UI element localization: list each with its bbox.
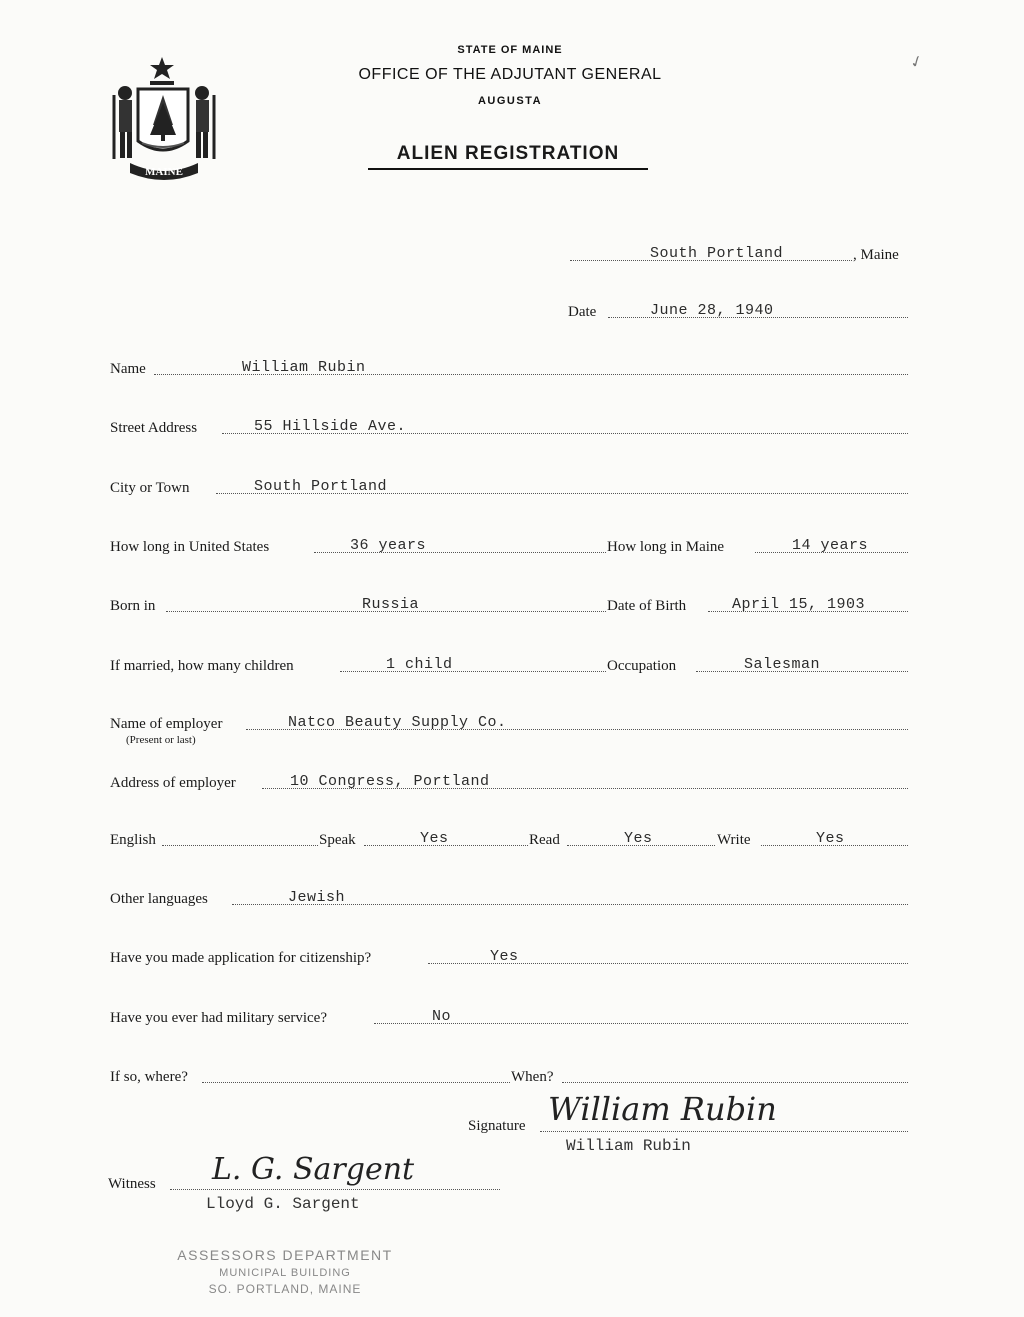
if-so-where-label: If so, where? xyxy=(110,1069,188,1085)
how-long-maine-label: How long in Maine xyxy=(607,539,725,555)
how-long-us-value: 36 years xyxy=(350,537,427,554)
date-of-birth-value: April 15, 1903 xyxy=(732,596,866,613)
born-in-label: Born in xyxy=(110,598,156,614)
date-row xyxy=(568,301,908,323)
place-row xyxy=(560,244,910,266)
how-long-row xyxy=(110,536,908,558)
citizenship-value: Yes xyxy=(490,948,519,965)
name-row xyxy=(110,358,908,380)
city-row xyxy=(110,477,908,499)
born-in-value: Russia xyxy=(362,596,420,613)
how-long-maine-value: 14 years xyxy=(792,537,869,554)
how-long-us-label: How long in United States xyxy=(110,539,270,555)
form-title: ALIEN REGISTRATION xyxy=(368,143,648,170)
date-value: June 28, 1940 xyxy=(650,302,774,319)
speak-label: Speak xyxy=(319,832,356,848)
read-value: Yes xyxy=(624,830,653,847)
stamp-line-2: MUNICIPAL BUILDING xyxy=(219,1267,351,1279)
witness-label: Witness xyxy=(108,1176,156,1192)
military-value: No xyxy=(432,1008,452,1025)
place-value: South Portland xyxy=(650,245,784,262)
other-languages-row xyxy=(110,888,908,910)
occupation-value: Salesman xyxy=(744,656,821,673)
employer-address-value: 10 Congress, Portland xyxy=(290,773,490,790)
name-label: Name xyxy=(110,361,146,377)
english-label: English xyxy=(110,832,156,848)
stamp-line-1: ASSESSORS DEPARTMENT xyxy=(177,1247,393,1263)
header-city: AUGUSTA xyxy=(477,95,543,107)
svg-text:MAINE: MAINE xyxy=(145,166,183,178)
assessors-stamp xyxy=(160,1247,410,1296)
place-suffix: , Maine xyxy=(853,247,899,263)
citizenship-label: Have you made application for citizenship? xyxy=(110,950,372,966)
occupation-label: Occupation xyxy=(607,658,677,674)
employer-address-row xyxy=(110,772,908,794)
header-state: STATE OF MAINE xyxy=(457,44,563,56)
when-label: When? xyxy=(511,1069,554,1085)
name-value: William Rubin xyxy=(242,359,366,376)
employer-name-value: Natco Beauty Supply Co. xyxy=(288,714,507,731)
military-label: Have you ever had military service? xyxy=(110,1010,327,1026)
citizenship-row xyxy=(110,947,908,969)
applicant-signature: William Rubin xyxy=(548,1090,777,1128)
speak-value: Yes xyxy=(420,830,449,847)
english-row xyxy=(110,829,908,851)
employer-address-label: Address of employer xyxy=(110,775,236,791)
witness-typed-name: Lloyd G. Sargent xyxy=(206,1195,360,1213)
check-mark-icon: ✓ xyxy=(907,52,927,73)
street-address-value: 55 Hillside Ave. xyxy=(254,418,407,435)
signature-label: Signature xyxy=(468,1118,526,1134)
military-row xyxy=(110,1007,908,1029)
employer-name-sublabel: (Present or last) xyxy=(126,734,196,746)
children-row xyxy=(110,655,908,677)
maine-state-seal xyxy=(108,55,220,183)
applicant-typed-name: William Rubin xyxy=(566,1137,691,1155)
birth-row xyxy=(110,595,908,617)
city-label: City or Town xyxy=(110,480,190,496)
read-label: Read xyxy=(529,832,560,848)
write-label: Write xyxy=(717,832,751,848)
street-address-label: Street Address xyxy=(110,420,198,436)
other-languages-label: Other languages xyxy=(110,891,208,907)
other-languages-value: Jewish xyxy=(288,889,346,906)
city-value: South Portland xyxy=(254,478,388,495)
children-label: If married, how many children xyxy=(110,658,294,674)
children-value: 1 child xyxy=(386,656,453,673)
stamp-line-3: SO. PORTLAND, MAINE xyxy=(208,1282,362,1296)
street-address-row xyxy=(110,417,908,439)
if-so-row xyxy=(110,1066,908,1088)
write-value: Yes xyxy=(816,830,845,847)
date-of-birth-label: Date of Birth xyxy=(607,598,687,614)
date-label: Date xyxy=(568,304,597,320)
header-office: OFFICE OF THE ADJUTANT GENERAL xyxy=(358,66,662,83)
employer-name-label: Name of employer xyxy=(110,716,223,732)
witness-signature: L. G. Sargent xyxy=(212,1152,415,1187)
employer-name-row xyxy=(110,713,908,746)
